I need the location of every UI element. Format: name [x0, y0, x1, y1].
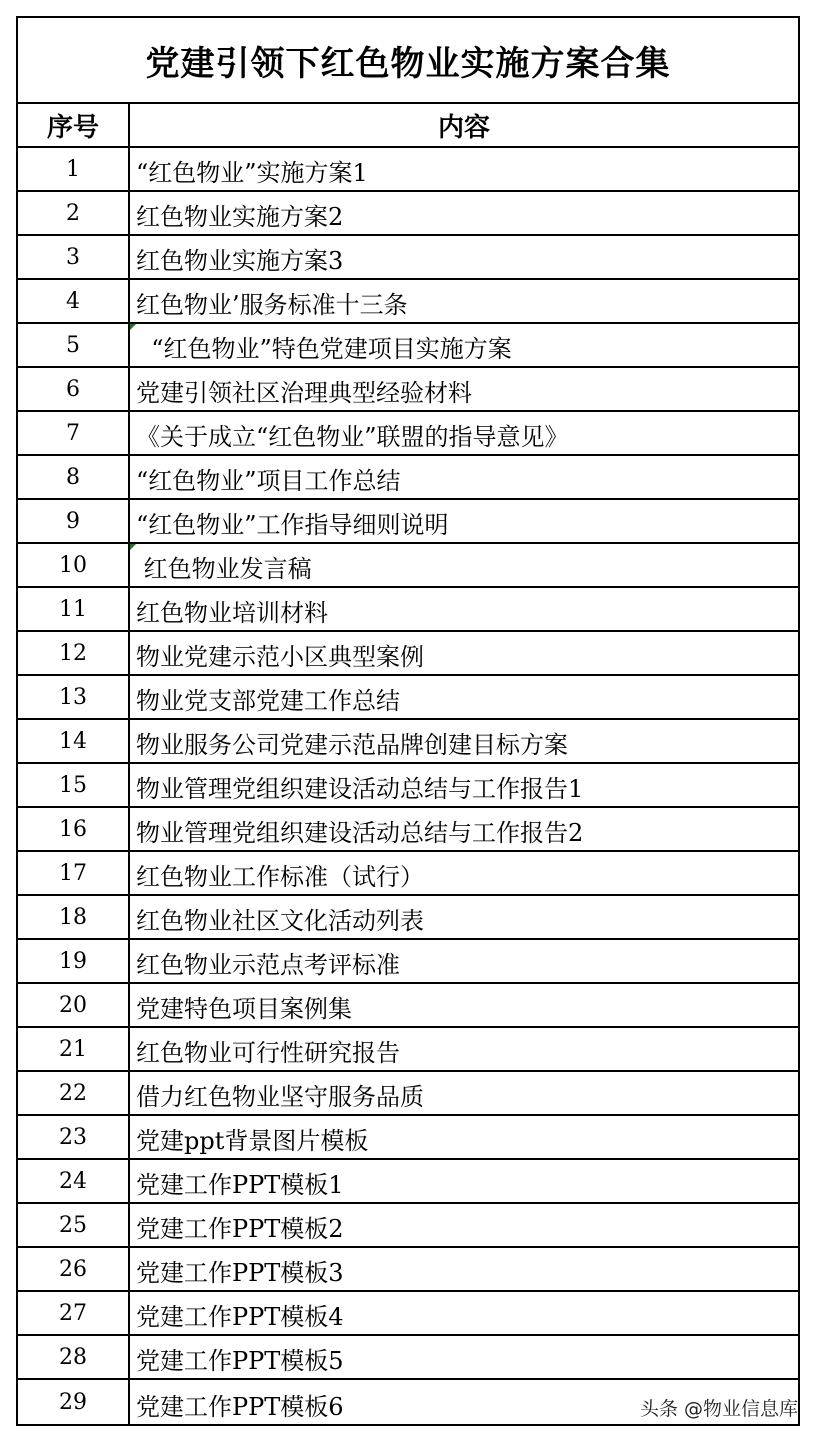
row-content-cell[interactable] — [130, 1072, 798, 1114]
row-content-text: 红色物业示范点考评标准 — [136, 951, 400, 979]
row-index-cell[interactable]: 24 — [18, 1160, 130, 1202]
row-content-text: 借力红色物业坚守服务品质 — [136, 1083, 424, 1111]
table-row — [18, 1292, 798, 1336]
row-index-cell[interactable]: 18 — [18, 896, 130, 938]
row-index-cell[interactable]: 2 — [18, 192, 130, 234]
row-index-cell[interactable]: 19 — [18, 940, 130, 982]
row-content-cell[interactable] — [130, 544, 798, 586]
row-content-text: 红色物业实施方案3 — [136, 247, 344, 275]
row-index-cell[interactable]: 25 — [18, 1204, 130, 1246]
row-index-cell[interactable]: 4 — [18, 280, 130, 322]
table-row — [18, 1072, 798, 1116]
row-content-text: 物业党建示范小区典型案例 — [136, 643, 424, 671]
row-content-cell[interactable] — [130, 1204, 798, 1246]
table-row — [18, 852, 798, 896]
row-index-cell[interactable]: 17 — [18, 852, 130, 894]
row-content-cell[interactable] — [130, 632, 798, 674]
row-index-cell[interactable]: 15 — [18, 764, 130, 806]
row-content-cell[interactable] — [130, 412, 798, 454]
row-content-text: 红色物业’服务标准十三条 — [136, 291, 408, 319]
table-row — [18, 324, 798, 368]
header-content[interactable]: 内容 — [437, 112, 490, 143]
row-index-cell[interactable]: 26 — [18, 1248, 130, 1290]
row-content-cell[interactable] — [130, 808, 798, 850]
row-index-cell[interactable]: 14 — [18, 720, 130, 762]
header-index[interactable]: 序号 — [18, 104, 130, 146]
table-row — [18, 1028, 798, 1072]
table-title: 党建引领下红色物业实施方案合集 — [18, 18, 798, 104]
row-content-text: 红色物业工作标准（试行） — [136, 863, 424, 891]
row-index-cell[interactable]: 22 — [18, 1072, 130, 1114]
row-content-text: 党建工作PPT模板5 — [136, 1347, 344, 1375]
table-row — [18, 456, 798, 500]
row-content-cell[interactable] — [130, 368, 798, 410]
row-index-cell[interactable]: 9 — [18, 500, 130, 542]
spreadsheet-table — [16, 16, 800, 1426]
row-index-cell[interactable]: 7 — [18, 412, 130, 454]
row-index-cell[interactable]: 20 — [18, 984, 130, 1026]
row-index-cell[interactable]: 29 — [18, 1380, 130, 1424]
row-content-cell[interactable] — [130, 148, 798, 190]
table-row — [18, 1204, 798, 1248]
table-row — [18, 632, 798, 676]
row-index-cell[interactable]: 6 — [18, 368, 130, 410]
row-content-text: 党建工作PPT模板1 — [136, 1171, 344, 1199]
row-content-text: “红色物业”项目工作总结 — [136, 467, 401, 495]
row-index-cell[interactable]: 23 — [18, 1116, 130, 1158]
row-content-cell[interactable] — [130, 1248, 798, 1290]
table-row — [18, 940, 798, 984]
row-content-text: 《关于成立“红色物业”联盟的指导意见》 — [136, 423, 569, 451]
row-content-text: 党建工作PPT模板4 — [136, 1303, 344, 1331]
row-content-cell[interactable] — [130, 940, 798, 982]
row-content-cell[interactable] — [130, 280, 798, 322]
row-content-cell[interactable] — [130, 588, 798, 630]
row-index-cell[interactable]: 12 — [18, 632, 130, 674]
row-content-text: 党建引领社区治理典型经验材料 — [136, 379, 472, 407]
row-content-text: 党建ppt背景图片模板 — [136, 1127, 369, 1155]
table-row — [18, 896, 798, 940]
table-row — [18, 1116, 798, 1160]
table-row — [18, 764, 798, 808]
row-content-cell[interactable] — [130, 984, 798, 1026]
table-row — [18, 720, 798, 764]
row-index-cell[interactable]: 11 — [18, 588, 130, 630]
row-index-cell[interactable]: 5 — [18, 324, 130, 366]
row-content-cell[interactable] — [130, 764, 798, 806]
table-row — [18, 500, 798, 544]
table-row — [18, 192, 798, 236]
row-content-text: 物业党支部党建工作总结 — [136, 687, 400, 715]
row-content-cell[interactable] — [130, 720, 798, 762]
row-content-cell[interactable] — [130, 500, 798, 542]
row-content-text: 党建特色项目案例集 — [136, 995, 352, 1023]
row-content-text: 红色物业可行性研究报告 — [136, 1039, 400, 1067]
row-content-text: 物业管理党组织建设活动总结与工作报告1 — [136, 775, 584, 803]
table-row — [18, 984, 798, 1028]
row-index-cell[interactable]: 8 — [18, 456, 130, 498]
table-row — [18, 1160, 798, 1204]
table-row — [18, 544, 798, 588]
row-index-cell[interactable]: 28 — [18, 1336, 130, 1378]
row-index-cell[interactable]: 21 — [18, 1028, 130, 1070]
row-content-cell[interactable] — [130, 1336, 798, 1378]
row-content-cell[interactable] — [130, 236, 798, 278]
table-row — [18, 412, 798, 456]
cell-error-indicator-icon — [130, 324, 136, 330]
table-row — [18, 236, 798, 280]
header-row — [18, 104, 798, 148]
row-content-cell[interactable] — [130, 192, 798, 234]
table-row — [18, 1336, 798, 1380]
row-content-cell[interactable] — [130, 676, 798, 718]
row-content-text: 党建工作PPT模板6 — [136, 1393, 344, 1421]
row-index-cell[interactable]: 1 — [18, 148, 130, 190]
row-content-text: 物业管理党组织建设活动总结与工作报告2 — [136, 819, 584, 847]
row-content-text: 物业服务公司党建示范品牌创建目标方案 — [136, 731, 568, 759]
row-content-text: “红色物业”特色党建项目实施方案 — [136, 335, 512, 363]
row-content-text: “红色物业”工作指导细则说明 — [136, 511, 449, 539]
table-row — [18, 148, 798, 192]
row-content-text: 红色物业发言稿 — [136, 555, 312, 583]
table-row — [18, 588, 798, 632]
row-index-cell[interactable]: 10 — [18, 544, 130, 586]
row-content-cell[interactable] — [130, 1028, 798, 1070]
table-row — [18, 1248, 798, 1292]
row-index-cell[interactable]: 16 — [18, 808, 130, 850]
watermark: 头条 @物业信息库 — [639, 1398, 798, 1420]
row-content-text: “红色物业”实施方案1 — [136, 159, 368, 187]
row-index-cell[interactable]: 3 — [18, 236, 130, 278]
row-index-cell[interactable]: 13 — [18, 676, 130, 718]
row-content-text: 红色物业社区文化活动列表 — [136, 907, 424, 935]
row-content-cell[interactable] — [130, 852, 798, 894]
row-content-text: 党建工作PPT模板3 — [136, 1259, 344, 1287]
row-content-cell[interactable] — [130, 324, 798, 366]
row-content-text: 红色物业实施方案2 — [136, 203, 344, 231]
row-content-cell[interactable] — [130, 456, 798, 498]
row-content-text: 党建工作PPT模板2 — [136, 1215, 344, 1243]
table-row — [18, 808, 798, 852]
table-row — [18, 280, 798, 324]
row-content-cell[interactable] — [130, 1116, 798, 1158]
cell-error-indicator-icon — [130, 544, 136, 550]
row-content-cell[interactable] — [130, 1160, 798, 1202]
table-row — [18, 676, 798, 720]
row-content-cell[interactable] — [130, 896, 798, 938]
row-content-cell[interactable] — [130, 1292, 798, 1334]
table-row — [18, 368, 798, 412]
row-index-cell[interactable]: 27 — [18, 1292, 130, 1334]
row-content-text: 红色物业培训材料 — [136, 599, 328, 627]
